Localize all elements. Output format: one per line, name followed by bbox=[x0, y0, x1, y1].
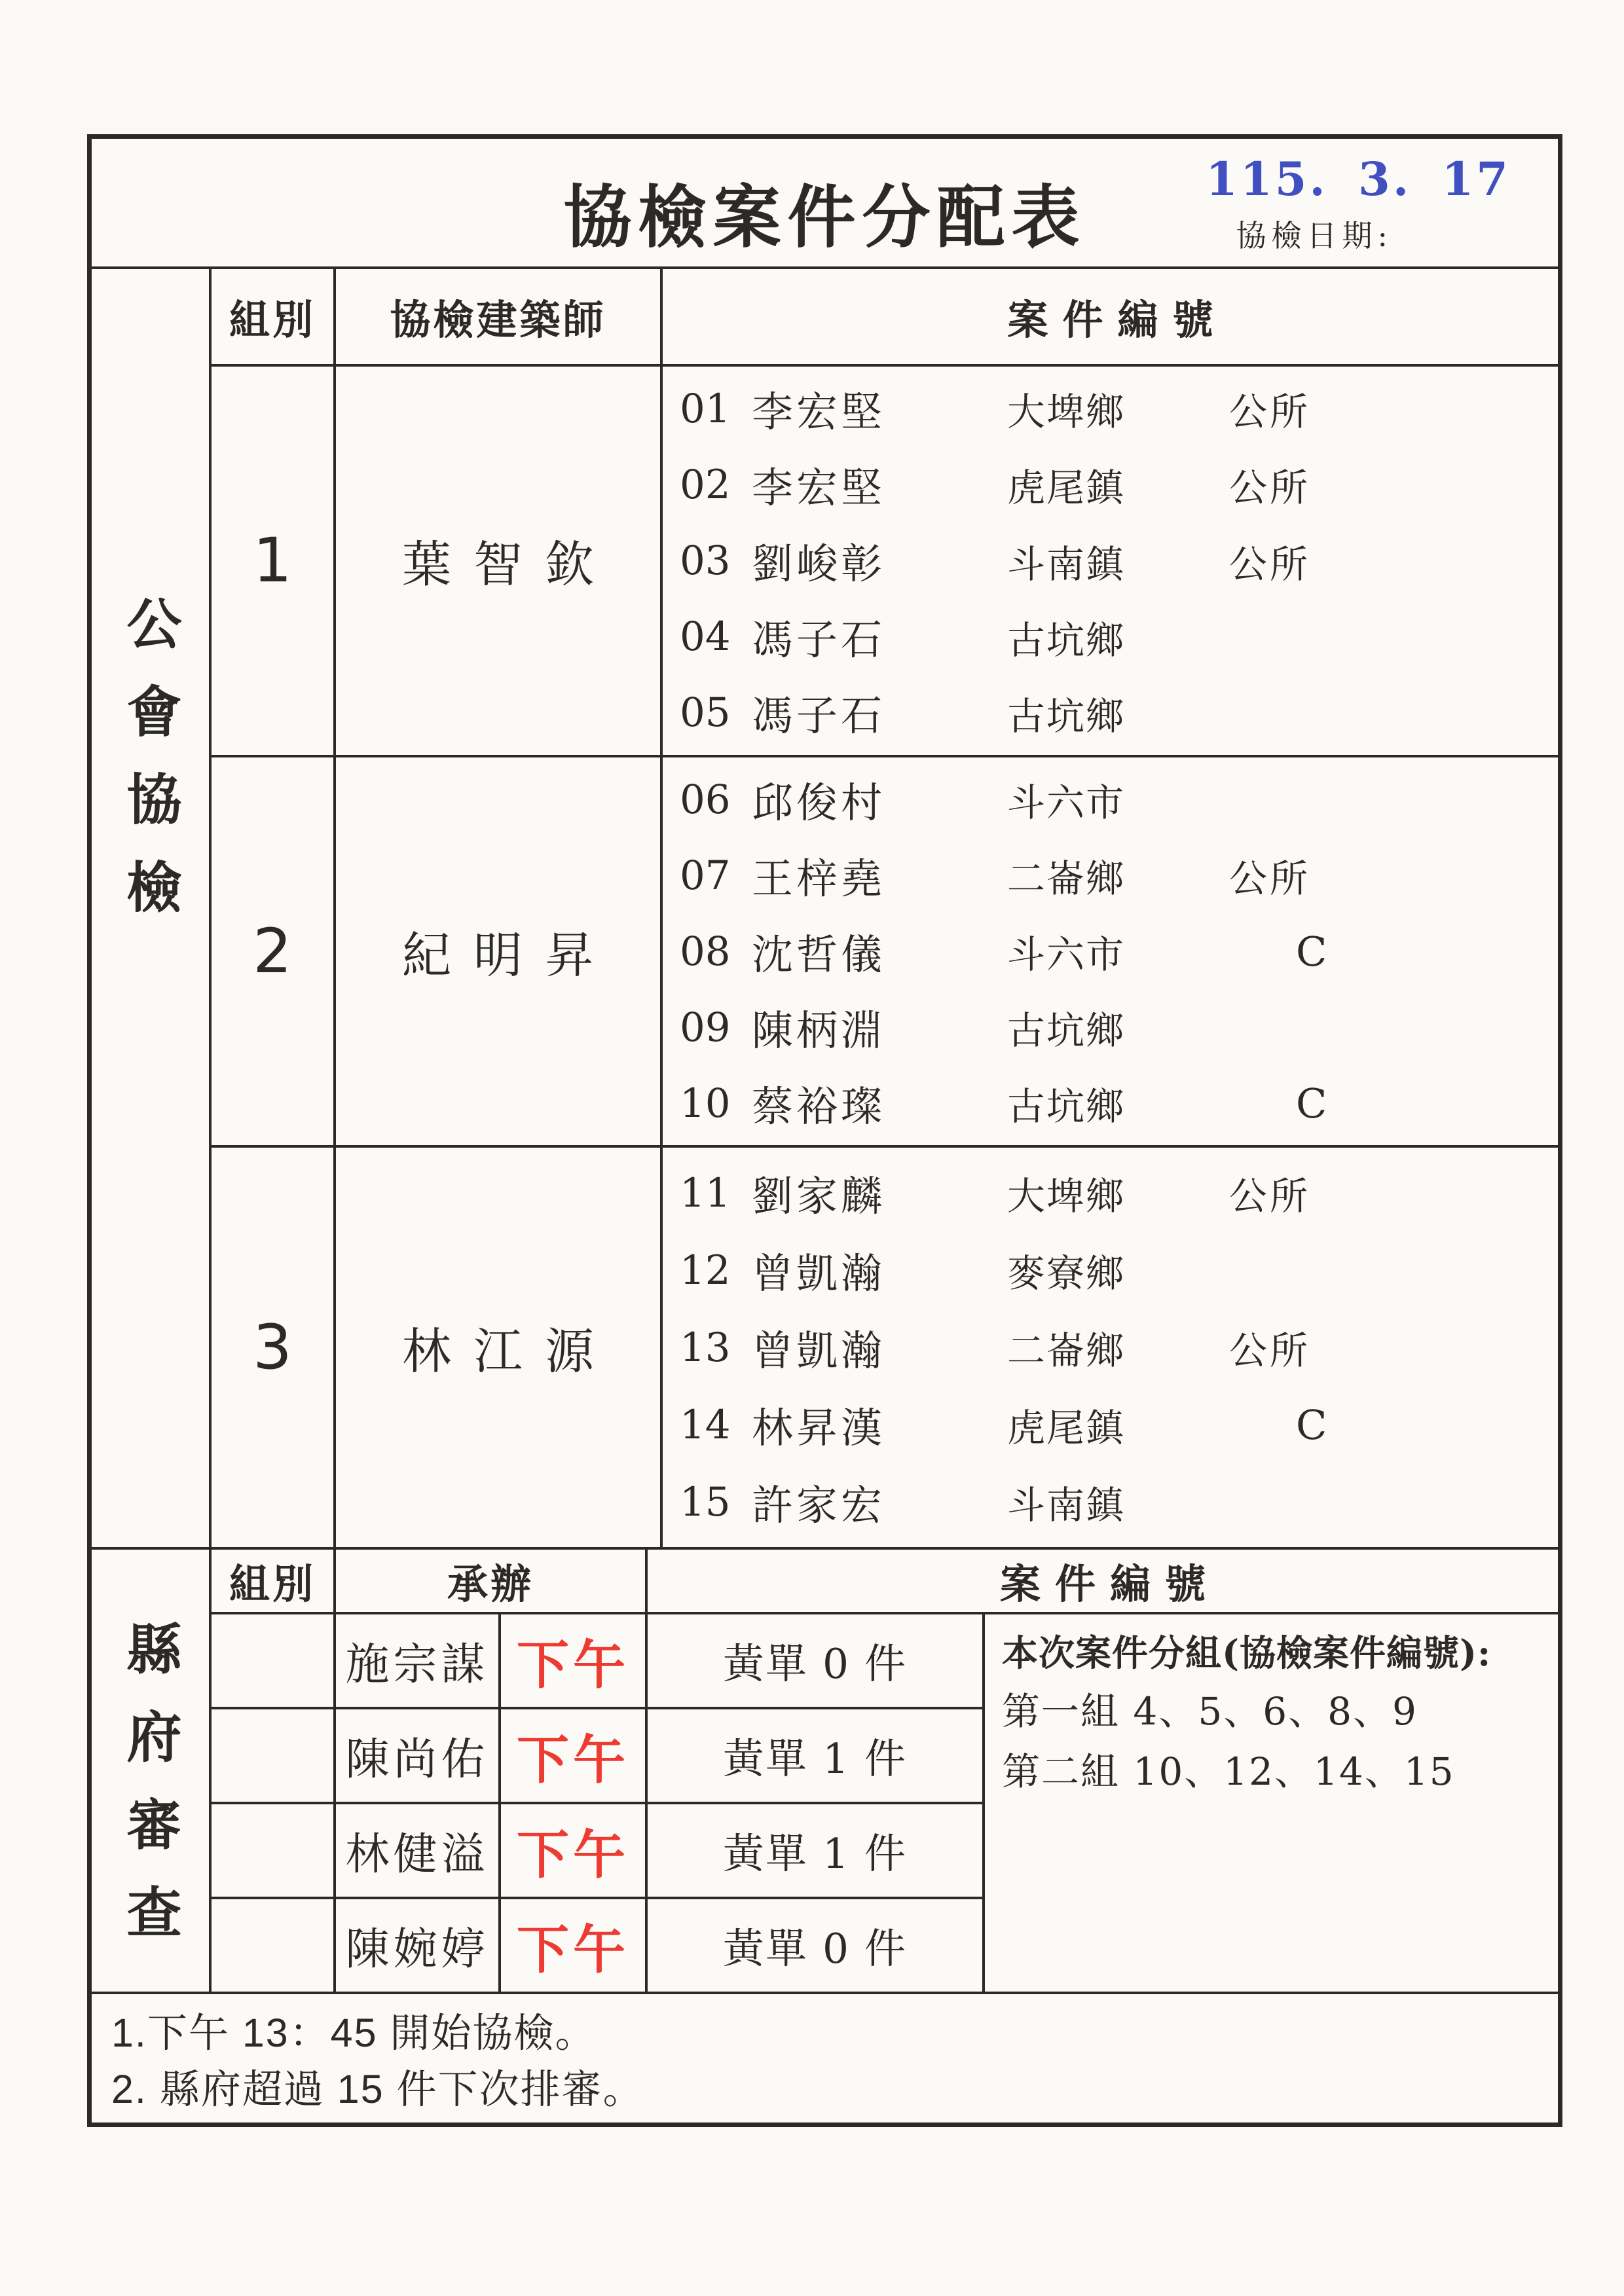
case-number: 12 bbox=[680, 1247, 731, 1294]
inspection-date-label: 協檢日期: bbox=[1236, 218, 1393, 253]
case-name: 沈哲儀 bbox=[752, 930, 885, 979]
case-number: 03 bbox=[680, 538, 731, 584]
case-office: 公所 bbox=[1229, 856, 1311, 901]
footnote-line: 1.下午 13：45 開始協檢。 bbox=[111, 2011, 597, 2055]
case-number: 02 bbox=[680, 461, 731, 508]
case-town: 斗南鎮 bbox=[1007, 1483, 1126, 1527]
case-number: 15 bbox=[680, 1478, 731, 1525]
top-header-group: 組別 bbox=[212, 269, 333, 364]
case-row bbox=[663, 1231, 1558, 1309]
case-number: 04 bbox=[680, 613, 731, 661]
case-number: 05 bbox=[680, 689, 731, 737]
side-label-county: 縣府審查 bbox=[119, 1620, 181, 1971]
case-number: 08 bbox=[680, 928, 731, 975]
footnotes bbox=[92, 1994, 1558, 2123]
grouping-note-group1: 第一組 4、5、6、8、9 bbox=[1002, 1689, 1418, 1734]
case-office: 公所 bbox=[1229, 1328, 1311, 1373]
bottom-group-cell-empty bbox=[212, 1804, 333, 1897]
case-name: 馮子石 bbox=[752, 692, 885, 740]
section-county-review bbox=[92, 1550, 209, 1992]
case-office: 公所 bbox=[1229, 1174, 1311, 1218]
case-town: 虎尾鎮 bbox=[1007, 1406, 1126, 1450]
case-name: 曾凱瀚 bbox=[752, 1249, 885, 1298]
case-name: 劉峻彰 bbox=[752, 540, 885, 588]
case-town: 古坑鄉 bbox=[1007, 693, 1126, 738]
group-number: 2 bbox=[212, 757, 333, 1145]
document-title: 協檢案件分配表 bbox=[563, 180, 1086, 256]
handler-name: 陳婉婷 bbox=[336, 1899, 498, 1992]
handler-time: 下午 bbox=[501, 1804, 645, 1897]
group-number: 3 bbox=[212, 1148, 333, 1547]
handler-name: 施宗謀 bbox=[336, 1614, 498, 1707]
date-stamp: 115. 3. 17 bbox=[1206, 152, 1511, 206]
handler-time: 下午 bbox=[501, 1899, 645, 1992]
case-name: 陳柄淵 bbox=[752, 1006, 885, 1055]
bottom-header-cases: 案件編號 bbox=[648, 1550, 1558, 1612]
case-number: 14 bbox=[680, 1401, 731, 1448]
handler-count: 黃單 1 件 bbox=[648, 1804, 982, 1897]
case-flag: C bbox=[1296, 1400, 1327, 1449]
case-flag: C bbox=[1296, 927, 1327, 975]
case-number: 06 bbox=[680, 776, 731, 823]
side-label-association: 公會協檢 bbox=[119, 595, 181, 946]
case-row bbox=[663, 989, 1558, 1065]
case-town: 古坑鄉 bbox=[1007, 1084, 1126, 1129]
grouping-note-group2: 第二組 10、12、14、15 bbox=[1002, 1749, 1455, 1794]
case-row bbox=[663, 913, 1558, 989]
bottom-group-cell-empty bbox=[212, 1709, 333, 1802]
case-name: 王梓堯 bbox=[752, 854, 885, 903]
case-row bbox=[663, 675, 1558, 751]
case-row bbox=[663, 761, 1558, 837]
bottom-group-cell-empty bbox=[212, 1899, 333, 1992]
architect-name: 葉智欽 bbox=[336, 367, 660, 755]
case-town: 二崙鄉 bbox=[1007, 1328, 1126, 1373]
handler-count: 黃單 0 件 bbox=[648, 1614, 982, 1707]
case-town: 二崙鄉 bbox=[1007, 856, 1126, 901]
case-town: 古坑鄉 bbox=[1007, 617, 1126, 663]
architect-name: 紀明昇 bbox=[336, 757, 660, 1145]
case-row bbox=[663, 446, 1558, 522]
case-town: 麥寮鄉 bbox=[1007, 1251, 1126, 1296]
case-town: 斗六市 bbox=[1007, 932, 1126, 977]
case-number: 11 bbox=[680, 1169, 731, 1216]
case-row bbox=[663, 1386, 1558, 1463]
case-office: 公所 bbox=[1229, 465, 1311, 511]
handler-count: 黃單 0 件 bbox=[648, 1899, 982, 1992]
handler-time: 下午 bbox=[501, 1709, 645, 1802]
title-row bbox=[92, 139, 1558, 266]
case-row bbox=[663, 1309, 1558, 1386]
bottom-header-group: 組別 bbox=[212, 1550, 333, 1612]
case-name: 許家宏 bbox=[752, 1481, 885, 1529]
case-town: 大埤鄉 bbox=[1007, 390, 1126, 435]
case-list-group-3 bbox=[663, 1148, 1558, 1547]
case-office: 公所 bbox=[1229, 541, 1311, 587]
case-list-group-2 bbox=[663, 757, 1558, 1145]
handler-name: 陳尚佑 bbox=[336, 1709, 498, 1802]
case-grouping-note bbox=[985, 1614, 1558, 1992]
distribution-form-table bbox=[87, 134, 1562, 2127]
case-office: 公所 bbox=[1229, 390, 1311, 435]
bottom-group-cell-empty bbox=[212, 1614, 333, 1707]
case-row bbox=[663, 1065, 1558, 1141]
case-town: 虎尾鎮 bbox=[1007, 465, 1126, 511]
case-row bbox=[663, 371, 1558, 446]
case-name: 馮子石 bbox=[752, 616, 885, 665]
case-row bbox=[663, 837, 1558, 913]
case-name: 劉家麟 bbox=[752, 1172, 885, 1220]
grouping-note-title: 本次案件分組(協檢案件編號): bbox=[1002, 1631, 1492, 1674]
case-number: 01 bbox=[680, 385, 731, 432]
top-header-cases: 案件編號 bbox=[663, 269, 1558, 364]
case-name: 林昇漢 bbox=[752, 1404, 885, 1452]
case-number: 10 bbox=[680, 1080, 731, 1127]
footnote-line: 2. 縣府超過 15 件下次排審。 bbox=[111, 2067, 644, 2111]
group-number: 1 bbox=[212, 367, 333, 755]
case-row bbox=[663, 599, 1558, 675]
case-town: 斗六市 bbox=[1007, 780, 1126, 825]
bottom-header-handler: 承辦 bbox=[336, 1550, 645, 1612]
handler-time: 下午 bbox=[501, 1614, 645, 1707]
section-association-review bbox=[92, 269, 209, 1547]
architect-name: 林江源 bbox=[336, 1148, 660, 1547]
case-name: 曾凱瀚 bbox=[752, 1326, 885, 1375]
case-name: 蔡裕璨 bbox=[752, 1082, 885, 1131]
case-town: 古坑鄉 bbox=[1007, 1008, 1126, 1053]
case-list-group-1 bbox=[663, 367, 1558, 755]
case-row bbox=[663, 1463, 1558, 1540]
top-header-architect: 協檢建築師 bbox=[336, 269, 660, 364]
case-row bbox=[663, 1154, 1558, 1231]
case-town: 斗南鎮 bbox=[1007, 541, 1126, 587]
case-flag: C bbox=[1296, 1079, 1327, 1127]
case-name: 李宏堅 bbox=[752, 464, 885, 512]
case-number: 09 bbox=[680, 1004, 731, 1051]
case-name: 邱俊村 bbox=[752, 778, 885, 827]
case-number: 13 bbox=[680, 1324, 731, 1371]
case-town: 大埤鄉 bbox=[1007, 1174, 1126, 1218]
case-number: 07 bbox=[680, 852, 731, 899]
case-row bbox=[663, 522, 1558, 598]
handler-count: 黃單 1 件 bbox=[648, 1709, 982, 1802]
case-name: 李宏堅 bbox=[752, 388, 885, 436]
handler-name: 林健溢 bbox=[336, 1804, 498, 1897]
